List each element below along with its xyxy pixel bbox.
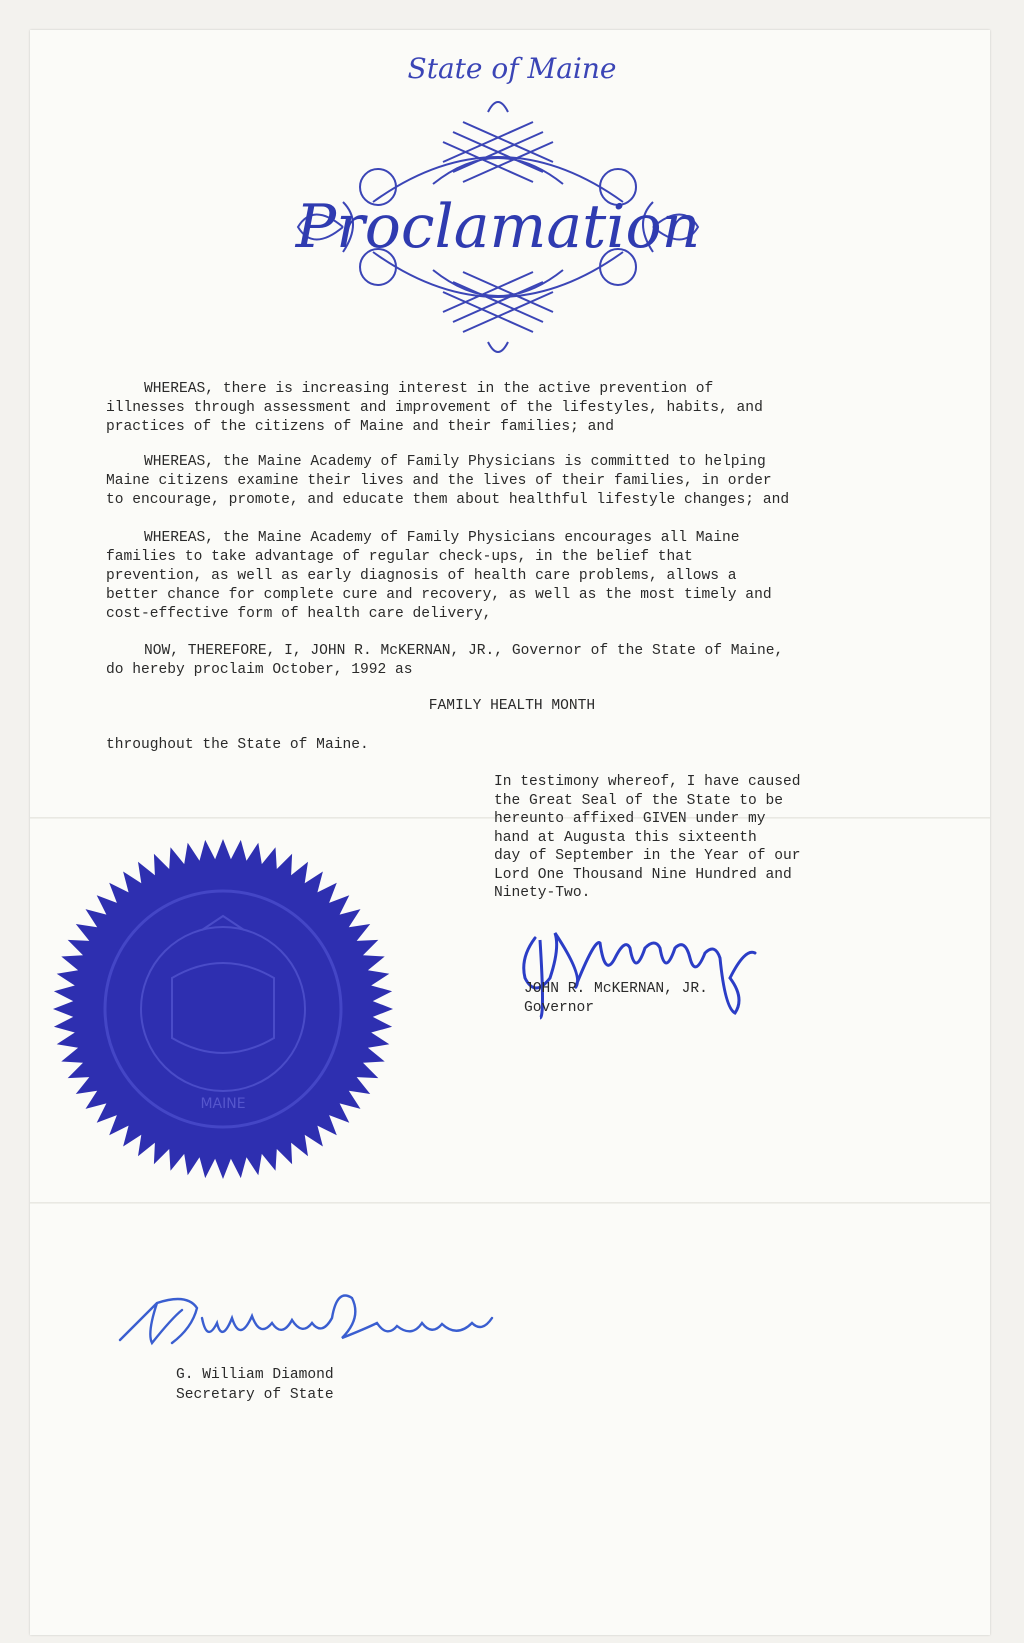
whereas-paragraph-2: WHEREAS, the Maine Academy of Family Physicians is committed to helping Maine citizens examine their lives and the lives of their families, in order to encourage, promote, and educate them about healthful lifestyle changes; and	[106, 454, 790, 508]
state-seal	[52, 838, 394, 1180]
secretary-signature	[112, 1288, 532, 1358]
testimony-text: In testimony whereof, I have caused the Great Seal of the State to be hereunto affixed GIVEN under my hand at Augusta this sixteenth day of September in the Year of our Lord One Thousand Nine Hundred and Ninety-Two.	[494, 774, 801, 901]
proclamation-paragraph: NOW, THEREFORE, I, JOHN R. McKERNAN, JR., Governor of the State of Maine, do hereby proclaim October, 1992 as	[106, 643, 784, 678]
secretary-title: Secretary of State	[176, 1387, 334, 1403]
fold-line	[30, 1202, 990, 1204]
governor-name: JOHN R. McKERNAN, JR.	[524, 981, 708, 997]
whereas-paragraph-1: WHEREAS, there is increasing interest in the active prevention of illnesses through assessment and improvement of the lifestyles, habits, and practices of the citizens of Maine and their families; and	[106, 381, 763, 435]
seal-inscription: MAINE	[200, 1096, 246, 1112]
state-title: State of Maine	[407, 52, 617, 85]
seal-graphic	[52, 838, 394, 1180]
closing-line: throughout the State of Maine.	[106, 737, 369, 753]
proclamation-ornament	[283, 92, 713, 364]
proclaimed-title: FAMILY HEALTH MONTH	[428, 698, 596, 714]
governor-title: Governor	[524, 1000, 595, 1016]
whereas-paragraph-3: WHEREAS, the Maine Academy of Family Physicians encourages all Maine families to take advantage of regular check-ups, in the belief that prevention, as well as early diagnosis of health care problems, allows a better chance for complete cure and recovery, as well as the most timely and cost-effective form of health care delivery,	[106, 530, 772, 622]
proclamation-heading: Proclamation	[295, 192, 701, 262]
secretary-name: G. William Diamond	[176, 1367, 334, 1383]
